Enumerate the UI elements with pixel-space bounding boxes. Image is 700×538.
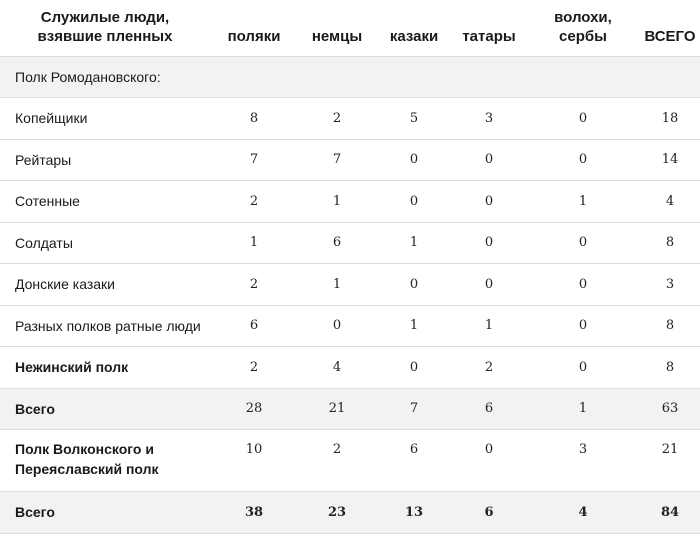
cell-value: 0 [298, 305, 376, 347]
row-label: Донские казаки [0, 264, 210, 306]
cell-value: 0 [526, 264, 640, 306]
cell-value: 0 [452, 181, 526, 223]
subtotal-row [0, 388, 700, 430]
header-cossacks: казаки [389, 28, 439, 45]
cell-total: 3 [640, 264, 700, 306]
row-label-line2: Переяславский полк [15, 461, 159, 477]
cell-value: 7 [376, 388, 452, 430]
cell-value: 1 [452, 305, 526, 347]
header-germans: немцы [311, 28, 363, 45]
cell-value: 1 [376, 305, 452, 347]
cell-value: 1 [298, 181, 376, 223]
header-servicemen [0, 0, 210, 56]
cell-total: 8 [640, 222, 700, 264]
header-row [0, 0, 700, 56]
header-poles: поляки [227, 28, 281, 45]
cell-value: 0 [526, 139, 640, 181]
cell-value: 0 [376, 264, 452, 306]
cell-value: 7 [298, 139, 376, 181]
cell-total: 63 [640, 388, 700, 430]
cell-value: 0 [376, 347, 452, 389]
cell-value: 2 [210, 264, 298, 306]
table-row [0, 181, 700, 223]
row-label: Рейтары [0, 139, 210, 181]
cell-value: 0 [452, 222, 526, 264]
cell-value: 6 [452, 388, 526, 430]
cell-value: 1 [298, 264, 376, 306]
cell-value: 2 [210, 181, 298, 223]
section-title: Полк Ромодановского: [0, 56, 700, 98]
cell-value: 4 [526, 492, 640, 534]
cell-value: 2 [298, 98, 376, 140]
cell-total: 84 [640, 492, 700, 534]
table-row-nezhin [0, 347, 700, 389]
cell-value: 1 [526, 388, 640, 430]
cell-value: 21 [298, 388, 376, 430]
table-row [0, 98, 700, 140]
cell-value: 5 [376, 98, 452, 140]
section-row [0, 56, 700, 98]
grand-total-row [0, 492, 700, 534]
cell-value: 0 [376, 181, 452, 223]
cell-value: 1 [526, 181, 640, 223]
cell-value: 0 [526, 305, 640, 347]
cell-value: 13 [376, 492, 452, 534]
cell-value: 0 [526, 98, 640, 140]
table-row [0, 264, 700, 306]
header-vlachs-line1: волохи, [554, 9, 612, 26]
cell-total: 18 [640, 98, 700, 140]
cell-total: 8 [640, 347, 700, 389]
cell-total: 4 [640, 181, 700, 223]
cell-value: 6 [376, 430, 452, 492]
cell-value: 3 [452, 98, 526, 140]
cell-value: 38 [210, 492, 298, 534]
cell-value: 6 [298, 222, 376, 264]
row-label-line1: Полк Волконского и [15, 441, 154, 457]
header-servicemen-line2: взявшие пленных [37, 28, 173, 45]
cell-value: 0 [526, 347, 640, 389]
table-row [0, 139, 700, 181]
cell-value: 0 [376, 139, 452, 181]
header-servicemen-line1: Служилые люди, [40, 9, 170, 26]
cell-value: 0 [452, 139, 526, 181]
cell-value: 0 [452, 264, 526, 306]
row-label [0, 430, 210, 492]
row-label: Всего [0, 388, 210, 430]
table-row-volkonsky [0, 430, 700, 492]
cell-value: 2 [452, 347, 526, 389]
row-label: Нежинский полк [0, 347, 210, 389]
cell-total: 14 [640, 139, 700, 181]
cell-value: 8 [210, 98, 298, 140]
row-label: Разных полков ратные люди [0, 305, 210, 347]
cell-total: 8 [640, 305, 700, 347]
cell-value: 4 [298, 347, 376, 389]
cell-value: 0 [526, 222, 640, 264]
cell-value: 6 [210, 305, 298, 347]
header-total: ВСЕГО [644, 28, 696, 45]
header-tatars: татары [462, 28, 516, 45]
row-label: Солдаты [0, 222, 210, 264]
cell-value: 1 [210, 222, 298, 264]
table-row [0, 222, 700, 264]
cell-value: 23 [298, 492, 376, 534]
cell-value: 28 [210, 388, 298, 430]
row-label: Всего [0, 492, 210, 534]
row-label: Копейщики [0, 98, 210, 140]
cell-value: 7 [210, 139, 298, 181]
cell-value: 10 [210, 430, 298, 492]
header-vlachs-line2: сербы [559, 28, 607, 45]
cell-value: 1 [376, 222, 452, 264]
row-label: Сотенные [0, 181, 210, 223]
cell-value: 2 [298, 430, 376, 492]
cell-total: 21 [640, 430, 700, 492]
cell-value: 2 [210, 347, 298, 389]
cell-value: 6 [452, 492, 526, 534]
header-vlachs-serbs [526, 0, 640, 56]
table-row [0, 305, 700, 347]
cell-value: 0 [452, 430, 526, 492]
cell-value: 3 [526, 430, 640, 492]
